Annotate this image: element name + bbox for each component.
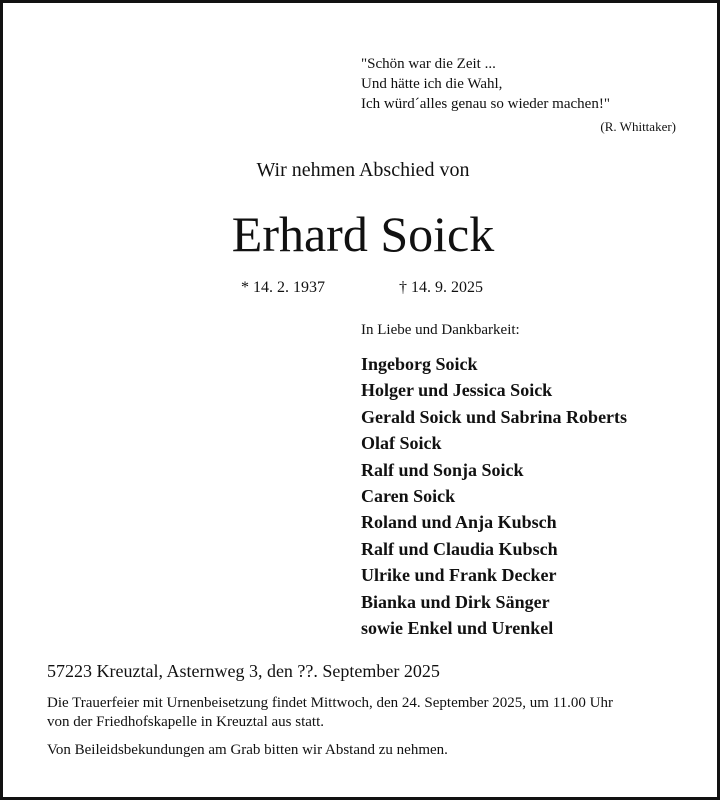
thanks-line: In Liebe und Dankbarkeit: bbox=[361, 322, 520, 338]
place-and-date: 57223 Kreuztal, Asternweg 3, den ??. September 2025 bbox=[47, 661, 440, 681]
mourner-name: Gerald Soick und Sabrina Roberts bbox=[361, 406, 628, 427]
mourner-name: Olaf Soick bbox=[361, 433, 442, 454]
mourner-name: Bianka und Dirk Sänger bbox=[361, 591, 550, 612]
mourner-name: Holger und Jessica Soick bbox=[361, 380, 553, 401]
birth-date: * 14. 2. 1937 bbox=[241, 279, 325, 296]
mourner-name: Ulrike und Frank Decker bbox=[361, 565, 557, 586]
death-date: † 14. 9. 2025 bbox=[399, 279, 483, 296]
quote-author: (R. Whittaker) bbox=[600, 119, 676, 134]
mourner-name: Caren Soick bbox=[361, 486, 456, 507]
condolence-note: Von Beileidsbekundungen am Grab bitten wir Abstand zu nehmen. bbox=[47, 742, 448, 758]
quote-line: Ich würd´alles genau so wieder machen!" bbox=[361, 96, 610, 112]
ceremony-info bbox=[47, 694, 687, 732]
mourner-name: Roland und Anja Kubsch bbox=[361, 512, 557, 533]
intro-text: Wir nehmen Abschied von bbox=[256, 159, 470, 181]
quote-block bbox=[361, 54, 610, 114]
mourner-name: Ralf und Claudia Kubsch bbox=[361, 538, 558, 559]
quote-line: Und hätte ich die Wahl, bbox=[361, 76, 503, 92]
mourner-name: Ralf und Sonja Soick bbox=[361, 459, 524, 480]
quote-line: "Schön war die Zeit ... bbox=[361, 56, 496, 72]
deceased-name: Erhard Soick bbox=[231, 206, 495, 262]
mourner-name: Ingeborg Soick bbox=[361, 354, 478, 374]
ceremony-line: von der Friedhofskapelle in Kreuztal aus statt. bbox=[47, 714, 325, 730]
mourners-list bbox=[361, 351, 627, 641]
ceremony-line: Die Trauerfeier mit Urnenbeisetzung findet Mittwoch, den 24. September 2025, um 11.00 Uhr bbox=[47, 695, 613, 711]
mourner-name: sowie Enkel und Urenkel bbox=[361, 618, 554, 639]
